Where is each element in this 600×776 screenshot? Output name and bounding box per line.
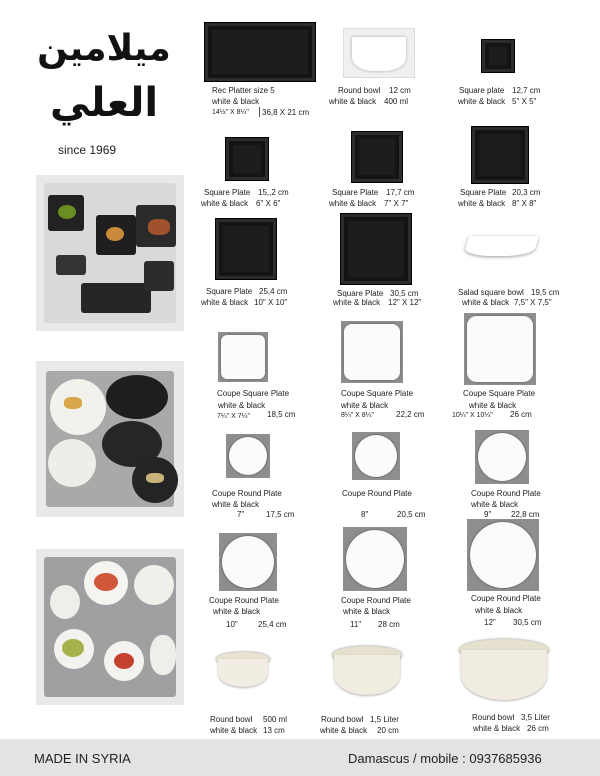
- coupe-round-8-image: [352, 432, 400, 480]
- coupe-round-12-inch: 12": [484, 618, 496, 627]
- coupe-round-10-name: Coupe Round Plate: [209, 596, 279, 605]
- divider: [259, 107, 260, 117]
- coupe-square-18-color: white & black: [218, 401, 266, 410]
- square-plate-30-name: Square Plate: [337, 289, 384, 298]
- square-plate-12-size: 12,7 cm: [512, 86, 541, 95]
- coupe-round-7-inch: 7": [237, 510, 245, 519]
- rec-platter-color: white & black: [212, 97, 260, 106]
- coupe-round-9-color: white & black: [471, 500, 519, 509]
- coupe-round-12-color: white & black: [475, 606, 523, 615]
- coupe-round-10-image: [219, 533, 277, 591]
- coupe-square-18-cm: 18,5 cm: [267, 410, 296, 419]
- square-plate-15-inch: 6" X 6": [256, 199, 281, 208]
- square-plate-25-size: 25,4 cm: [259, 287, 288, 296]
- round-bowl-3500-vol: 3,5 Liter: [521, 713, 550, 722]
- rec-platter-inch: 14½" X 8¼": [212, 109, 249, 116]
- square-plate-17-image: [351, 131, 403, 183]
- salad-bowl-size: 19,5 cm: [531, 288, 560, 297]
- square-plate-30-image: [340, 213, 412, 285]
- coupe-round-10-cm: 25,4 cm: [258, 620, 287, 629]
- round-bowl-500-cm: 13 cm: [263, 726, 285, 735]
- round-bowl-1500-image: [332, 646, 402, 698]
- square-plate-17-inch: 7" X 7": [384, 199, 409, 208]
- lifestyle-photo-1: [36, 175, 184, 331]
- since-label: since 1969: [58, 143, 117, 157]
- square-plate-30-color: white & black: [333, 298, 381, 307]
- rec-platter-image: [204, 22, 316, 82]
- coupe-square-26-cm: 26 cm: [510, 410, 532, 419]
- square-plate-25-name: Square Plate: [206, 287, 253, 296]
- salad-bowl-inch: 7,5" X 7,5": [514, 298, 552, 307]
- round-bowl-500-color: white & black: [210, 726, 258, 735]
- round-bowl-400-vol: 400 ml: [384, 97, 409, 106]
- square-plate-12-image: [481, 39, 515, 73]
- round-bowl-3500-name: Round bowl: [472, 713, 515, 722]
- coupe-round-11-color: white & black: [343, 607, 391, 616]
- coupe-round-12-image: [467, 519, 539, 591]
- square-plate-12-inch: 5" X 5": [512, 97, 537, 106]
- round-bowl-1500-color: white & black: [320, 726, 368, 735]
- coupe-square-22-name: Coupe Square Plate: [341, 389, 414, 398]
- coupe-square-26-image: [464, 313, 536, 385]
- salad-bowl-name: Salad square bowl: [458, 288, 524, 297]
- square-plate-17-name: Square Plate: [332, 188, 379, 197]
- square-plate-15-size: 15,,2 cm: [258, 188, 289, 197]
- square-plate-17-color: white & black: [329, 199, 377, 208]
- brand-arabic-line1: ميلامين: [37, 28, 171, 69]
- coupe-round-11-cm: 28 cm: [378, 620, 400, 629]
- lifestyle-photo-2: [36, 361, 184, 517]
- round-bowl-400-image: [343, 28, 415, 78]
- round-bowl-1500-cm: 20 cm: [377, 726, 399, 735]
- square-plate-15-color: white & black: [201, 199, 249, 208]
- round-bowl-3500-color: white & black: [473, 724, 521, 733]
- coupe-round-7-image: [226, 434, 270, 478]
- coupe-round-8-inch: 8": [361, 510, 369, 519]
- square-plate-20-inch: 8" X 8": [512, 199, 537, 208]
- square-plate-15-image: [225, 137, 269, 181]
- round-bowl-500-image: [216, 652, 270, 690]
- coupe-round-9-name: Coupe Round Plate: [471, 489, 541, 498]
- salad-bowl-color: white & black: [462, 298, 510, 307]
- coupe-square-22-image: [341, 321, 403, 383]
- coupe-round-8-cm: 20,5 cm: [397, 510, 426, 519]
- coupe-square-18-name: Coupe Square Plate: [217, 389, 290, 398]
- coupe-round-12-cm: 30,5 cm: [513, 618, 542, 627]
- square-plate-25-inch: 10" X 10": [254, 298, 288, 307]
- square-plate-25-color: white & black: [201, 298, 249, 307]
- coupe-round-11-name: Coupe Round Plate: [341, 596, 411, 605]
- coupe-round-10-inch: 10": [226, 620, 238, 629]
- square-plate-20-image: [471, 126, 529, 184]
- square-plate-20-size: 20,3 cm: [512, 188, 541, 197]
- round-bowl-3500-image: [459, 639, 549, 703]
- square-plate-20-name: Square Plate: [460, 188, 507, 197]
- brand-arabic-line2: العلي: [49, 80, 159, 126]
- round-bowl-400-size: 12 cm: [389, 86, 411, 95]
- coupe-square-22-inch: 8¼" X 8¼": [341, 412, 374, 419]
- coupe-square-18-inch: 7¼" X 7¼": [217, 413, 250, 420]
- square-plate-12-color: white & black: [458, 97, 506, 106]
- rec-platter-cm: 36,8 X 21 cm: [262, 108, 310, 117]
- round-bowl-500-vol: 500 ml: [263, 715, 288, 724]
- coupe-square-26-color: white & black: [469, 401, 517, 410]
- coupe-square-22-color: white & black: [341, 401, 389, 410]
- square-plate-30-size: 30,5 cm: [390, 289, 419, 298]
- coupe-round-7-name: Coupe Round Plate: [212, 489, 282, 498]
- made-in-label: MADE IN SYRIA: [34, 751, 131, 766]
- coupe-round-8-name: Coupe Round Plate: [342, 489, 412, 498]
- round-bowl-1500-name: Round bowl: [321, 715, 364, 724]
- coupe-round-11-image: [343, 527, 407, 591]
- coupe-round-9-image: [475, 430, 529, 484]
- coupe-square-26-name: Coupe Square Plate: [463, 389, 536, 398]
- coupe-round-7-color: white & black: [212, 500, 260, 509]
- coupe-square-18-image: [218, 332, 268, 382]
- square-plate-30-inch: 12" X 12": [388, 298, 422, 307]
- coupe-round-11-inch: 11": [350, 620, 362, 629]
- square-plate-20-color: white & black: [458, 199, 506, 208]
- square-plate-15-name: Square Plate: [204, 188, 251, 197]
- lifestyle-photo-3: [36, 549, 184, 705]
- round-bowl-3500-cm: 26 cm: [527, 724, 549, 733]
- coupe-round-7-cm: 17,5 cm: [266, 510, 295, 519]
- round-bowl-1500-vol: 1,5 Liter: [370, 715, 399, 724]
- contact-label: Damascus / mobile : 0937685936: [348, 751, 542, 766]
- footer-bar: [0, 739, 600, 776]
- round-bowl-500-name: Round bowl: [210, 715, 253, 724]
- coupe-square-26-inch: 10¼" X 10¼": [452, 412, 493, 419]
- round-bowl-400-color: white & black: [329, 97, 377, 106]
- square-plate-25-image: [215, 218, 277, 280]
- rec-platter-name: Rec Platter size 5: [212, 86, 275, 95]
- coupe-round-9-cm: 22,8 cm: [511, 510, 540, 519]
- round-bowl-400-name: Round bowl: [338, 86, 381, 95]
- square-plate-12-name: Square plate: [459, 86, 505, 95]
- coupe-square-22-cm: 22,2 cm: [396, 410, 425, 419]
- coupe-round-12-name: Coupe Round Plate: [471, 594, 541, 603]
- coupe-round-10-color: white & black: [213, 607, 261, 616]
- coupe-round-9-inch: 9": [484, 510, 492, 519]
- salad-bowl-image: [466, 236, 536, 260]
- square-plate-17-size: 17,7 cm: [386, 188, 415, 197]
